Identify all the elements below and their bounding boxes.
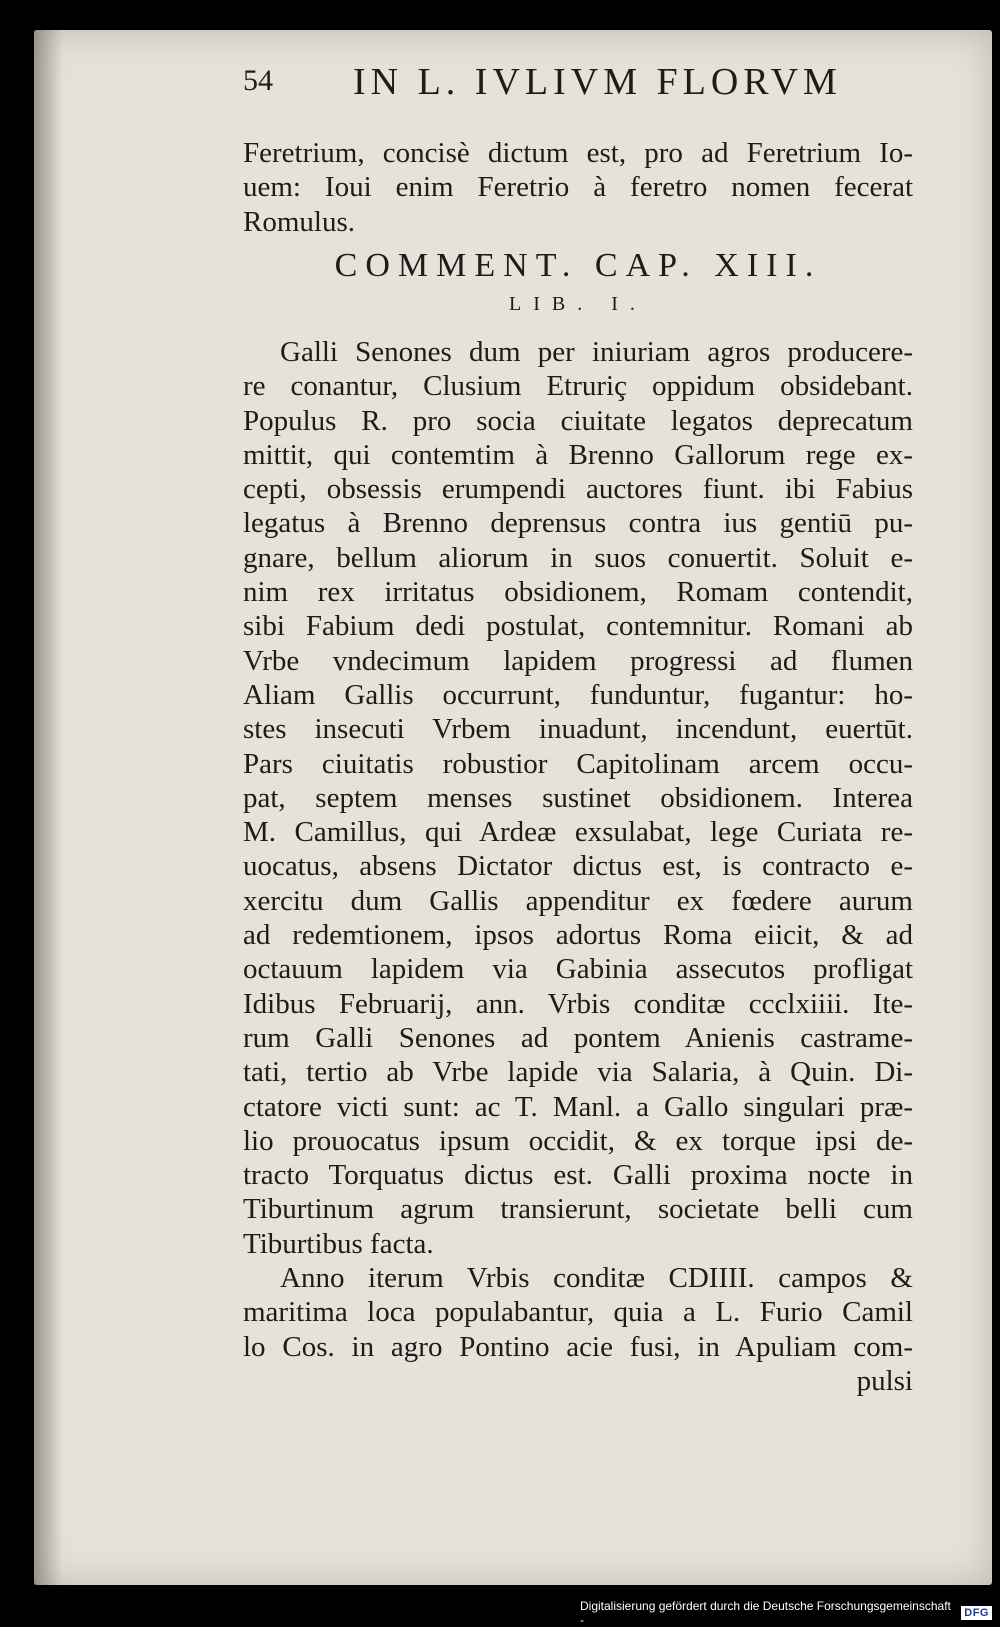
paragraph-line: tracto Torquatus dictus est. Galli proxima nocte in	[243, 1159, 913, 1192]
paragraph-line: cepti, obsessis erumpendi auctores fiunt. ibi Fabius	[243, 473, 913, 506]
paragraph-line: Vrbe vndecimum lapidem progressi ad flumen	[243, 644, 913, 677]
book-heading: LIB. I.	[509, 292, 647, 315]
paragraph-line: Pars ciuitatis robustior Capitolinam arcem occu-	[243, 747, 913, 780]
paragraph-line: lio prouocatus ipsum occidit, & ex torque ipsi de-	[243, 1124, 913, 1157]
paragraph-line: octauum lapidem via Gabinia assecutos profligat	[243, 953, 913, 986]
paragraph-line: Idibus Februarij, ann. Vrbis conditæ ccclxiiii. Ite-	[243, 987, 913, 1020]
paragraph-line: sibi Fabium dedi postulat, contemnitur. Romani ab	[243, 610, 913, 643]
paragraph-line: ctatore victi sunt: ac T. Manl. a Gallo singulari præ-	[243, 1090, 913, 1123]
paragraph-line: Galli Senones dum per iniuriam agros producere-	[280, 335, 913, 368]
paragraph-line: rum Galli Senones ad pontem Anienis castrame-	[243, 1021, 913, 1054]
paragraph-line: Aliam Gallis occurrunt, funduntur, fugantur: ho-	[243, 678, 913, 711]
paragraph-line: nim rex irritatus obsidionem, Romam contendit,	[243, 576, 913, 608]
paragraph-line: Tiburtibus facta.	[243, 1227, 434, 1260]
paragraph-line: xercitu dum Gallis appenditur ex fœdere aurum	[243, 884, 913, 917]
running-title: IN L. IVLIVM FLORVM	[353, 61, 842, 103]
digitization-credit: Digitalisierung gefördert durch die Deutsche Forschungsgemeinschaft -	[580, 1598, 951, 1627]
paragraph-line: re conantur, Clusium Etruriç oppidum obsidebant.	[243, 370, 913, 403]
binding-shadow	[34, 30, 62, 1585]
digitization-footer	[580, 1598, 1000, 1627]
catchword: pulsi	[856, 1364, 913, 1397]
chapter-heading: COMMENT. CAP. XIII.	[334, 246, 822, 284]
dfg-logo: DFG	[961, 1606, 992, 1620]
running-head	[243, 60, 913, 112]
paragraph-line: tati, tertio ab Vrbe lapide via Salaria, à Quin. Di-	[243, 1056, 913, 1089]
paragraph-line: maritima loca populabantur, quia a L. Furio Camil	[243, 1296, 913, 1329]
paragraph-line: legatus à Brenno deprensus contra ius gentiū pu-	[243, 507, 913, 540]
paragraph-line: ad redemtionem, ipsos adortus Roma eiicit, & ad	[243, 919, 913, 951]
intro-line: uem: Ioui enim Feretrio à feretro nomen fecerat	[243, 171, 913, 204]
paragraph-line: gnare, bellum aliorum in suos conuertit. Soluit e-	[243, 541, 913, 574]
paragraph-line: mittit, qui contemtim à Brenno Gallorum rege ex-	[243, 438, 913, 471]
intro-line: Romulus.	[243, 205, 355, 238]
page-number: 54	[243, 64, 273, 97]
paragraph-line: pat, septem menses sustinet obsidionem. Interea	[243, 781, 913, 814]
paragraph-line: Anno iterum Vrbis conditæ CDIIII. campos &	[280, 1262, 913, 1294]
paragraph-line: lo Cos. in agro Pontino acie fusi, in Apuliam com-	[243, 1330, 913, 1363]
paragraph-line: M. Camillus, qui Ardeæ exsulabat, lege Curiata re-	[243, 816, 913, 849]
intro-line: Feretrium, concisè dictum est, pro ad Feretrium Io-	[243, 137, 913, 169]
paragraph-line: uocatus, absens Dictator dictus est, is contracto e-	[243, 850, 913, 883]
paragraph-line: Populus R. pro socia ciuitate legatos deprecatum	[243, 404, 913, 437]
paragraph-line: stes insecuti Vrbem inuadunt, incendunt, euertūt.	[243, 713, 913, 746]
paragraph-line: Tiburtinum agrum transierunt, societate belli cum	[243, 1193, 913, 1226]
